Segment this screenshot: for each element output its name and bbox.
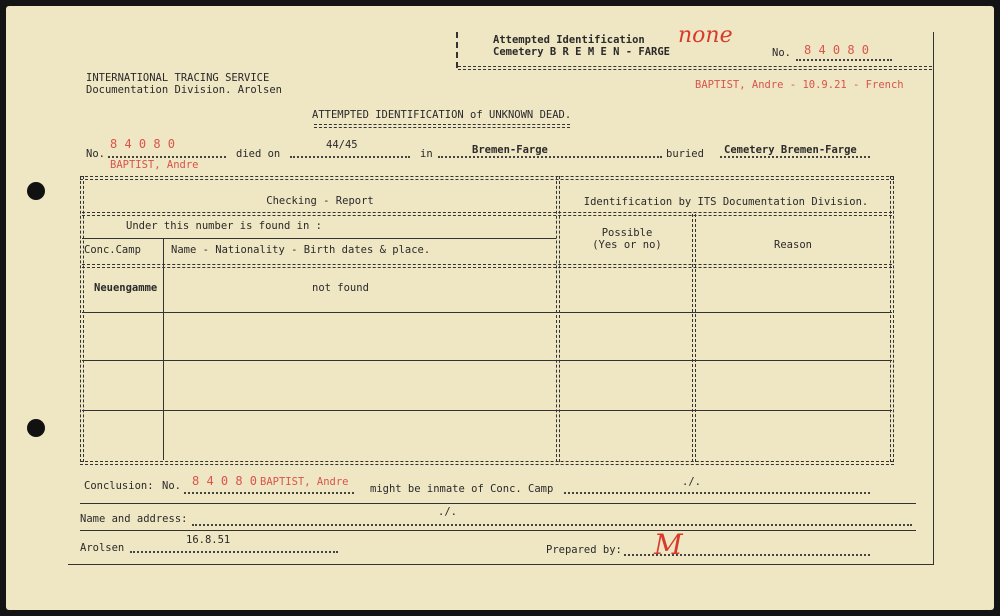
org-line-2: Documentation Division. Arolsen bbox=[86, 84, 282, 96]
table-under-label: Under this number is found in : bbox=[126, 220, 322, 232]
table-right-title: Identification by ITS Documentation Division. bbox=[583, 196, 869, 208]
name-address-rule bbox=[80, 530, 916, 531]
conclusion-no-label: No. bbox=[162, 480, 181, 492]
record-died-dots bbox=[290, 156, 410, 158]
card-right-rule bbox=[933, 32, 934, 564]
record-buried-dots bbox=[720, 156, 870, 158]
table-center-divider bbox=[556, 176, 560, 462]
name-address-value: ./. bbox=[438, 506, 457, 518]
conclusion-label: Conclusion: bbox=[84, 480, 154, 492]
conclusion-rule bbox=[80, 503, 916, 504]
signature: M bbox=[654, 528, 683, 561]
table-right-border bbox=[890, 176, 894, 462]
conclusion-no-dots bbox=[184, 492, 354, 494]
conclusion-text: might be inmate of Conc. Camp bbox=[370, 483, 554, 495]
record-buried-value: Cemetery Bremen-Farge bbox=[724, 144, 857, 156]
table-top-border bbox=[80, 176, 894, 180]
col-possible-2: (Yes or no) bbox=[592, 239, 662, 251]
table-reason-divider bbox=[692, 214, 696, 462]
record-died-value: 44/45 bbox=[326, 139, 358, 151]
form-title: ATTEMPTED IDENTIFICATION of UNKNOWN DEAD. bbox=[312, 109, 572, 121]
table-bottom-border bbox=[80, 461, 894, 465]
person-stamp: BAPTIST, Andre - 10.9.21 - French bbox=[695, 79, 904, 91]
conclusion-name: BAPTIST, Andre bbox=[260, 476, 349, 488]
table-left-border bbox=[80, 176, 84, 462]
table-row-divider-2 bbox=[82, 360, 892, 361]
footer-date-dots bbox=[130, 551, 338, 553]
name-address-dots bbox=[192, 524, 912, 526]
col-possible-1: Possible bbox=[601, 227, 653, 239]
record-no-value: 8 4 0 8 0 bbox=[110, 137, 176, 151]
conclusion-no-value: 8 4 0 8 0 bbox=[192, 474, 258, 488]
card-bottom-rule bbox=[68, 564, 934, 565]
name-address-label: Name and address: bbox=[80, 513, 188, 525]
header-box-bottom-border bbox=[458, 66, 932, 70]
handwritten-none: none bbox=[678, 23, 733, 48]
record-name-under: BAPTIST, Andre bbox=[110, 159, 199, 171]
punch-hole-top bbox=[27, 182, 45, 200]
record-died-label: died on bbox=[236, 148, 281, 160]
table-row-details: not found bbox=[312, 282, 369, 294]
record-in-dots bbox=[438, 156, 662, 158]
record-in-value: Bremen-Farge bbox=[472, 144, 548, 156]
record-buried-label: buried bbox=[666, 148, 704, 160]
table-header-divider-3 bbox=[82, 264, 892, 268]
table-left-title: Checking - Report bbox=[266, 195, 374, 207]
col-reason: Reason bbox=[774, 239, 812, 251]
col-conc-camp: Conc.Camp bbox=[84, 244, 141, 256]
form-title-underline bbox=[314, 124, 570, 128]
conclusion-camp-dots bbox=[564, 492, 870, 494]
header-no-label: No. bbox=[772, 47, 791, 59]
org-line-1: INTERNATIONAL TRACING SERVICE bbox=[86, 72, 270, 84]
conclusion-value: ./. bbox=[682, 476, 701, 488]
table-row-divider-3 bbox=[82, 410, 892, 411]
header-box-left-border bbox=[456, 32, 458, 68]
record-no-label: No. bbox=[86, 148, 105, 160]
punch-hole-bottom bbox=[27, 419, 45, 437]
table-header-divider-1 bbox=[82, 212, 892, 216]
header-line-1: Attempted Identification bbox=[493, 34, 645, 46]
table-row-divider-1 bbox=[82, 312, 892, 313]
header-no-value: 8 4 0 8 0 bbox=[804, 43, 870, 57]
table-header-divider-2 bbox=[82, 238, 556, 239]
footer-place: Arolsen bbox=[80, 542, 125, 554]
table-row-camp: Neuengamme bbox=[94, 282, 158, 294]
header-no-dots bbox=[796, 59, 892, 61]
index-card bbox=[6, 6, 994, 610]
prepared-by-label: Prepared by: bbox=[546, 544, 622, 556]
header-line-2: Cemetery B R E M E N - FARGE bbox=[493, 46, 671, 58]
record-no-dots bbox=[108, 156, 226, 158]
record-in-label: in bbox=[420, 148, 433, 160]
table-camp-divider bbox=[163, 238, 164, 460]
footer-date: 16.8.51 bbox=[186, 534, 231, 546]
col-name-details: Name - Nationality - Birth dates & place. bbox=[171, 244, 431, 256]
